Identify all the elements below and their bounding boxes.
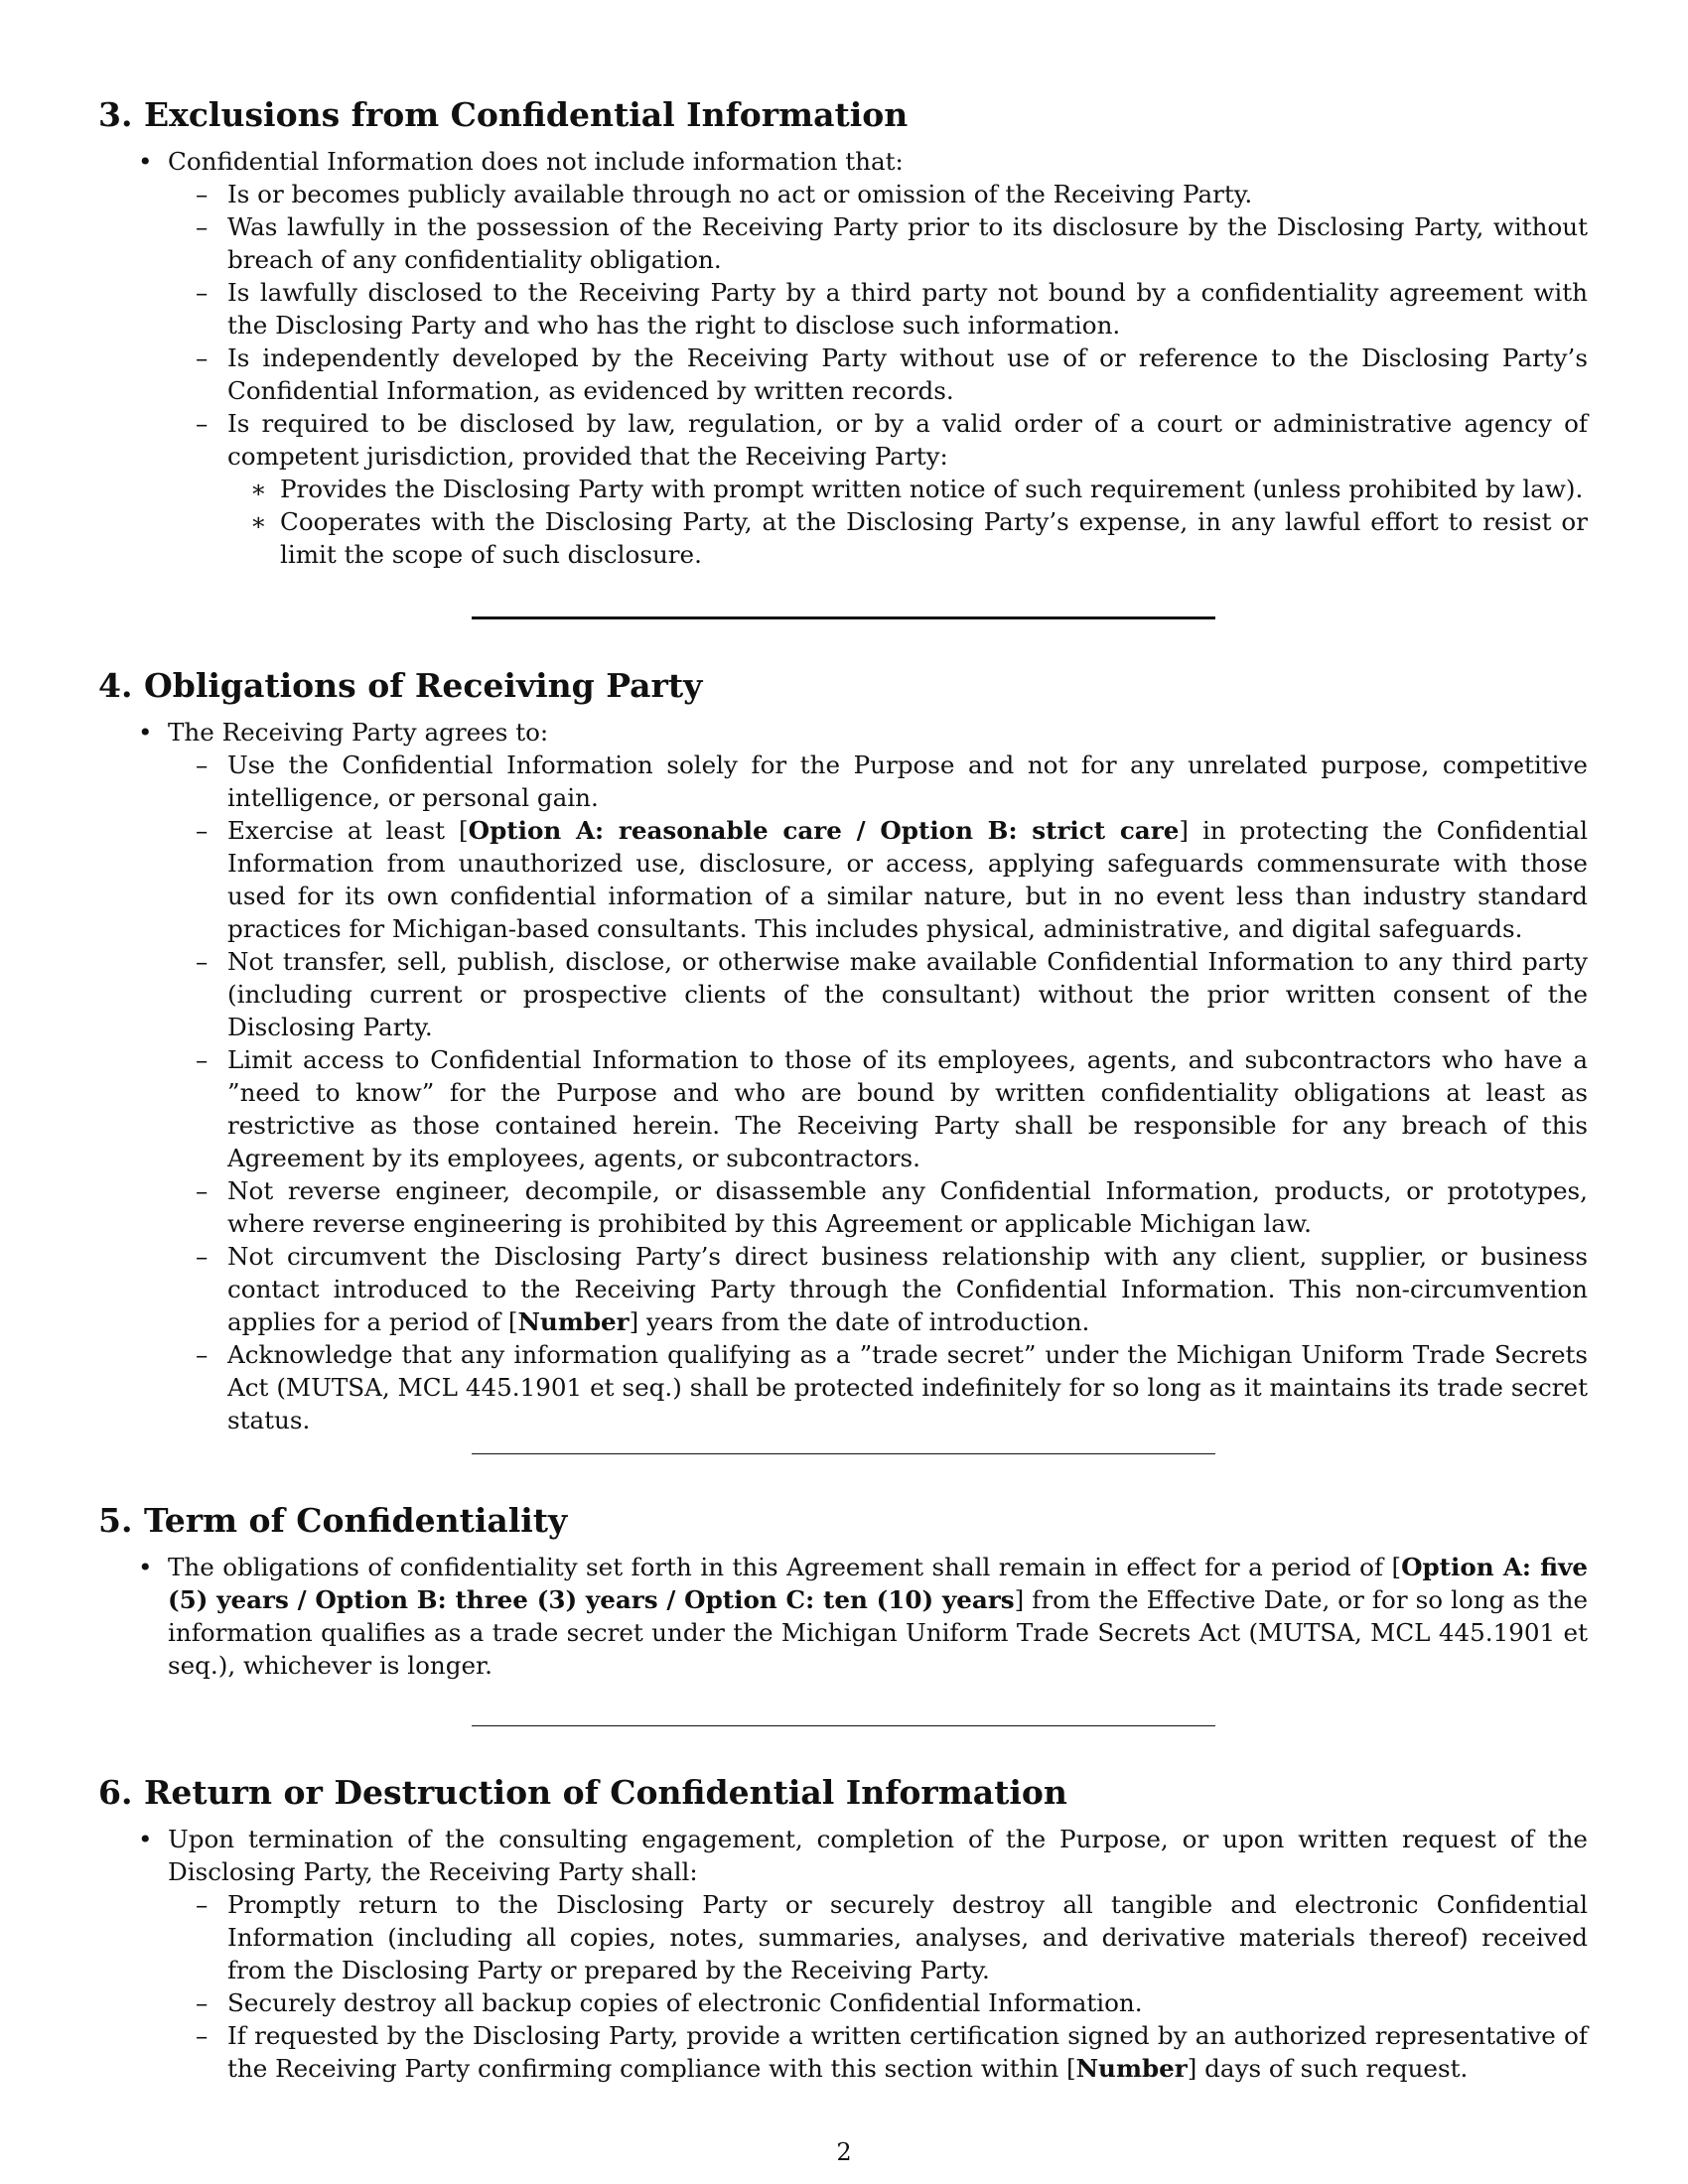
list-item: – Use the Confidential Information solely for the Purpose and not for any unrelated purpose, competitive intelligence, or personal gain. <box>196 751 1588 812</box>
list-item: • The Receiving Party agrees to: <box>138 718 549 747</box>
section-title: Exclusions from Confidential Information <box>144 95 909 134</box>
list-item: ∗ Cooperates with the Disclosing Party, at the Disclosing Party’s expense, in any lawful effort to resist or limit the scope of such disclosure. <box>250 507 1588 569</box>
placeholder-option: Option A: reasonable care / Option B: strict care <box>468 816 1180 845</box>
list-item: – Is lawfully disclosed to the Receiving Party by a third party not bound by a confidentiality agreement with the Disclosing Party and who has the right to disclose such information. <box>196 278 1588 340</box>
list-item: • Upon termination of the consulting engagement, completion of the Purpose, or upon written request of the Disclosing Party, the Receiving Party shall: <box>138 1825 1588 1886</box>
section-exclusions <box>98 95 1588 571</box>
section-heading: 6. Return or Destruction of Confidential Information <box>98 1773 1067 1812</box>
placeholder-number: Number <box>517 1307 630 1336</box>
list-item: – Not circumvent the Disclosing Party’s direct business relationship with any client, supplier, or business contact introduced to the Receiving Party through the Confidential Information. This non-circumvention applies for a period of [Number] years from the date of introduction. <box>196 1242 1588 1336</box>
list-item: • Confidential Information does not include information that: <box>138 147 904 176</box>
section-title: Term of Confidentiality <box>144 1501 568 1540</box>
list-item: – Is or becomes publicly available through no act or omission of the Receiving Party. <box>196 180 1253 208</box>
section-obligations <box>98 666 1588 1436</box>
list-item: • The obligations of confidentiality set forth in this Agreement shall remain in effect for a period of [Option A: five (5) years / Option B: three (3) years / Option C: ten (10) years] from the Effective Date, or for so long as the information qualifies as a trade secret under the Michigan Uniform Trade Secrets Act (MUTSA, MCL 445.1901 et seq.), whichever is longer. <box>138 1553 1589 1680</box>
section-heading: 4. Obligations of Receiving Party <box>98 666 703 705</box>
list-item: – Exercise at least [Option A: reasonable care / Option B: strict care] in protecting the Confidential Information from unauthorized use, disclosure, or access, applying safeguards commensurate with those used for its own confidential information of a similar nature, but in no event less than industry standard practices for Michigan-based consultants. This includes physical, administrative, and digital safeguards. <box>196 816 1589 943</box>
list-item: – Is required to be disclosed by law, regulation, or by a valid order of a court or administrative agency of competent jurisdiction, provided that the Receiving Party: <box>196 409 1588 471</box>
placeholder-number: Number <box>1075 2054 1188 2083</box>
list-item: – Promptly return to the Disclosing Party or securely destroy all tangible and electronic Confidential Information (including all copies, notes, summaries, analyses, and derivative materials thereof) received from the Disclosing Party or prepared by the Receiving Party. <box>196 1890 1588 1984</box>
list-item: – Is independently developed by the Receiving Party without use of or reference to the Disclosing Party’s Confidential Information, as evidenced by written records. <box>196 343 1588 405</box>
list-item: ∗ Provides the Disclosing Party with prompt written notice of such requirement (unless prohibited by law). <box>250 475 1584 503</box>
section-divider <box>472 616 1215 619</box>
section-return-destruction <box>98 1773 1588 2085</box>
list-item: – Was lawfully in the possession of the Receiving Party prior to its disclosure by the Disclosing Party, without breach of any confidentiality obligation. <box>196 212 1588 274</box>
section-heading: 5. Term of Confidentiality <box>98 1501 568 1540</box>
section-title: Obligations of Receiving Party <box>144 666 703 705</box>
section-divider <box>472 1725 1215 1726</box>
list-item: – Acknowledge that any information qualifying as a ”trade secret” under the Michigan Uniform Trade Secrets Act (MUTSA, MCL 445.1901 et seq.) shall be protected indefinitely for so long as it maintains its trade secret status. <box>196 1340 1588 1434</box>
page-number: 2 <box>836 2138 852 2166</box>
list-item: – Securely destroy all backup copies of electronic Confidential Information. <box>196 1988 1143 2017</box>
section-term <box>98 1501 1588 1682</box>
list-item: – Not reverse engineer, decompile, or disassemble any Confidential Information, products, or prototypes, where reverse engineering is prohibited by this Agreement or applicable Michigan law. <box>196 1176 1588 1238</box>
list-item: – Limit access to Confidential Information to those of its employees, agents, and subcontractors who have a ”need to know” for the Purpose and who are bound by written confidentiality obligations at least as restrictive as those contained herein. The Receiving Party shall be responsible for any breach of this Agreement by its employees, agents, or subcontractors. <box>196 1045 1588 1172</box>
section-divider <box>472 1453 1215 1454</box>
section-title: Return or Destruction of Confidential Information <box>144 1773 1067 1812</box>
section-heading: 3. Exclusions from Confidential Information <box>98 95 909 134</box>
list-item: – If requested by the Disclosing Party, provide a written certification signed by an authorized representative of the Receiving Party confirming compliance with this section within [Number] days of such request. <box>196 2021 1588 2083</box>
list-item: – Not transfer, sell, publish, disclose, or otherwise make available Confidential Information to any third party (including current or prospective clients of the consultant) without the prior written consent of the Disclosing Party. <box>196 947 1588 1041</box>
placeholder-option: Option A: five (5) years / Option B: three (3) years / Option C: ten (10) years <box>168 1553 1589 1614</box>
